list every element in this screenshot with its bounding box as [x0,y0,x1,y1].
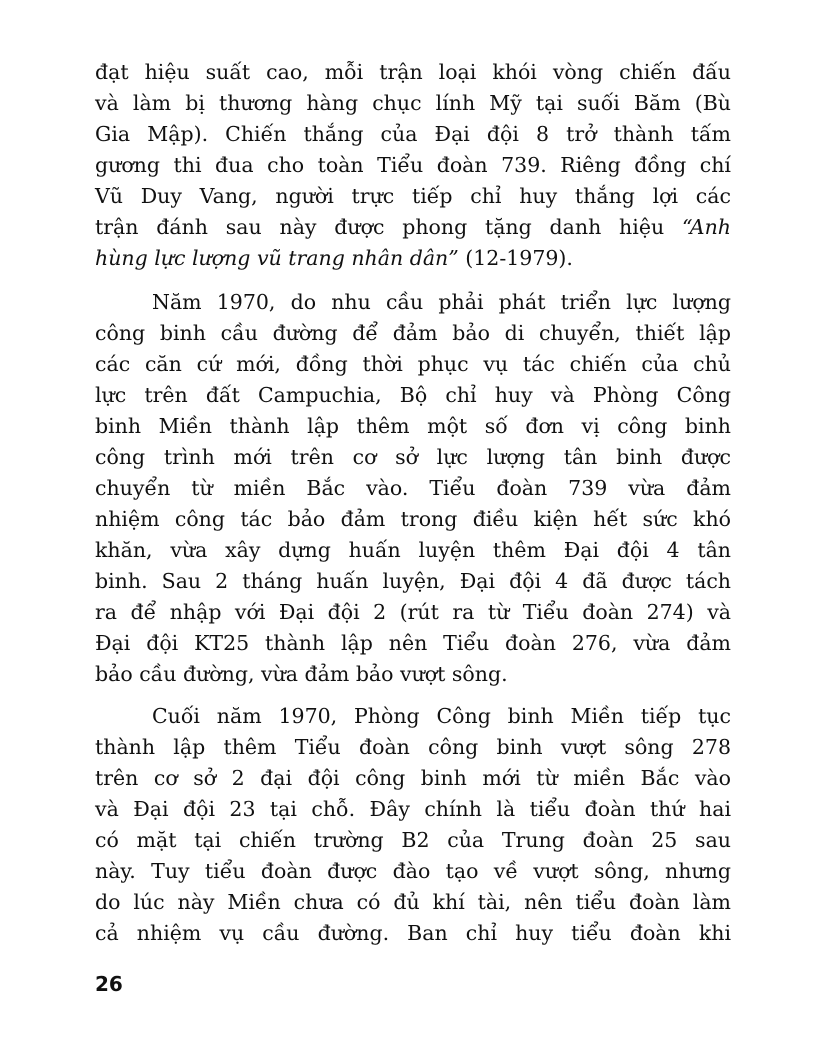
text-line: binh. Sau 2 tháng huấn luyện, Đại đội 4 đã được tách [95,569,731,593]
text-line: Vũ Duy Vang, người trực tiếp chỉ huy thắng lợi các [95,184,731,208]
text-line: và làm bị thương hàng chục lính Mỹ tại suối Băm (Bù [95,91,731,115]
text-span: trận đánh sau này được phong tặng danh hiệu [95,215,682,239]
text-line: gương thi đua cho toàn Tiểu đoàn 739. Riêng đồng chí [95,153,731,177]
text-span: (12-1979). [458,246,573,270]
text-line: Cuối năm 1970, Phòng Công binh Miền tiếp tục [152,704,731,728]
text-line: bảo cầu đường, vừa đảm bảo vượt sông. [95,662,508,686]
italic-title: hùng lực lượng vũ trang nhân dân” [95,246,459,270]
text-line: lực trên đất Campuchia, Bộ chỉ huy và Phòng Công [95,383,731,407]
text-line: trên cơ sở 2 đại đội công binh mới từ miền Bắc vào [95,766,731,790]
text-line: công trình mới trên cơ sở lực lượng tân binh được [95,445,731,469]
text-line: đạt hiệu suất cao, mỗi trận loại khói vòng chiến đấu [95,60,731,84]
text-line: Năm 1970, do nhu cầu phải phát triển lực lượng [152,290,731,314]
text-line: và Đại đội 23 tại chỗ. Đây chính là tiểu đoàn thứ hai [95,797,731,821]
text-line: khăn, vừa xây dựng huấn luyện thêm Đại đội 4 tân [95,538,731,562]
text-line: Gia Mập). Chiến thắng của Đại đội 8 trở thành tấm [95,122,731,146]
text-line: có mặt tại chiến trường B2 của Trung đoàn 25 sau [95,828,731,852]
text-line: Đại đội KT25 thành lập nên Tiểu đoàn 276, vừa đảm [95,631,731,655]
text-line: do lúc này Miền chưa có đủ khí tài, nên tiểu đoàn làm [95,890,731,914]
text-line: này. Tuy tiểu đoàn được đào tạo về vượt sông, nhưng [95,859,731,883]
text-line: thành lập thêm Tiểu đoàn công binh vượt sông 278 [95,735,731,759]
text-line [95,212,731,243]
text-line: ra để nhập với Đại đội 2 (rút ra từ Tiểu đoàn 274) và [95,600,731,624]
page-number: 26 [95,972,123,996]
text-line: các căn cứ mới, đồng thời phục vụ tác chiến của chủ [95,352,731,376]
text-line: cả nhiệm vụ cầu đường. Ban chỉ huy tiểu đoàn khi [95,921,731,945]
text-line: binh Miền thành lập thêm một số đơn vị công binh [95,414,731,438]
italic-title: “Anh [681,215,731,239]
paragraph-2 [95,287,731,690]
text-line: chuyển từ miền Bắc vào. Tiểu đoàn 739 vừa đảm [95,476,731,500]
paragraph-3 [95,701,731,949]
text-line: nhiệm công tác bảo đảm trong điều kiện hết sức khó [95,507,731,531]
paragraph-1 [95,57,731,274]
text-line [95,243,731,274]
text-line: công binh cầu đường để đảm bảo di chuyển, thiết lập [95,321,731,345]
